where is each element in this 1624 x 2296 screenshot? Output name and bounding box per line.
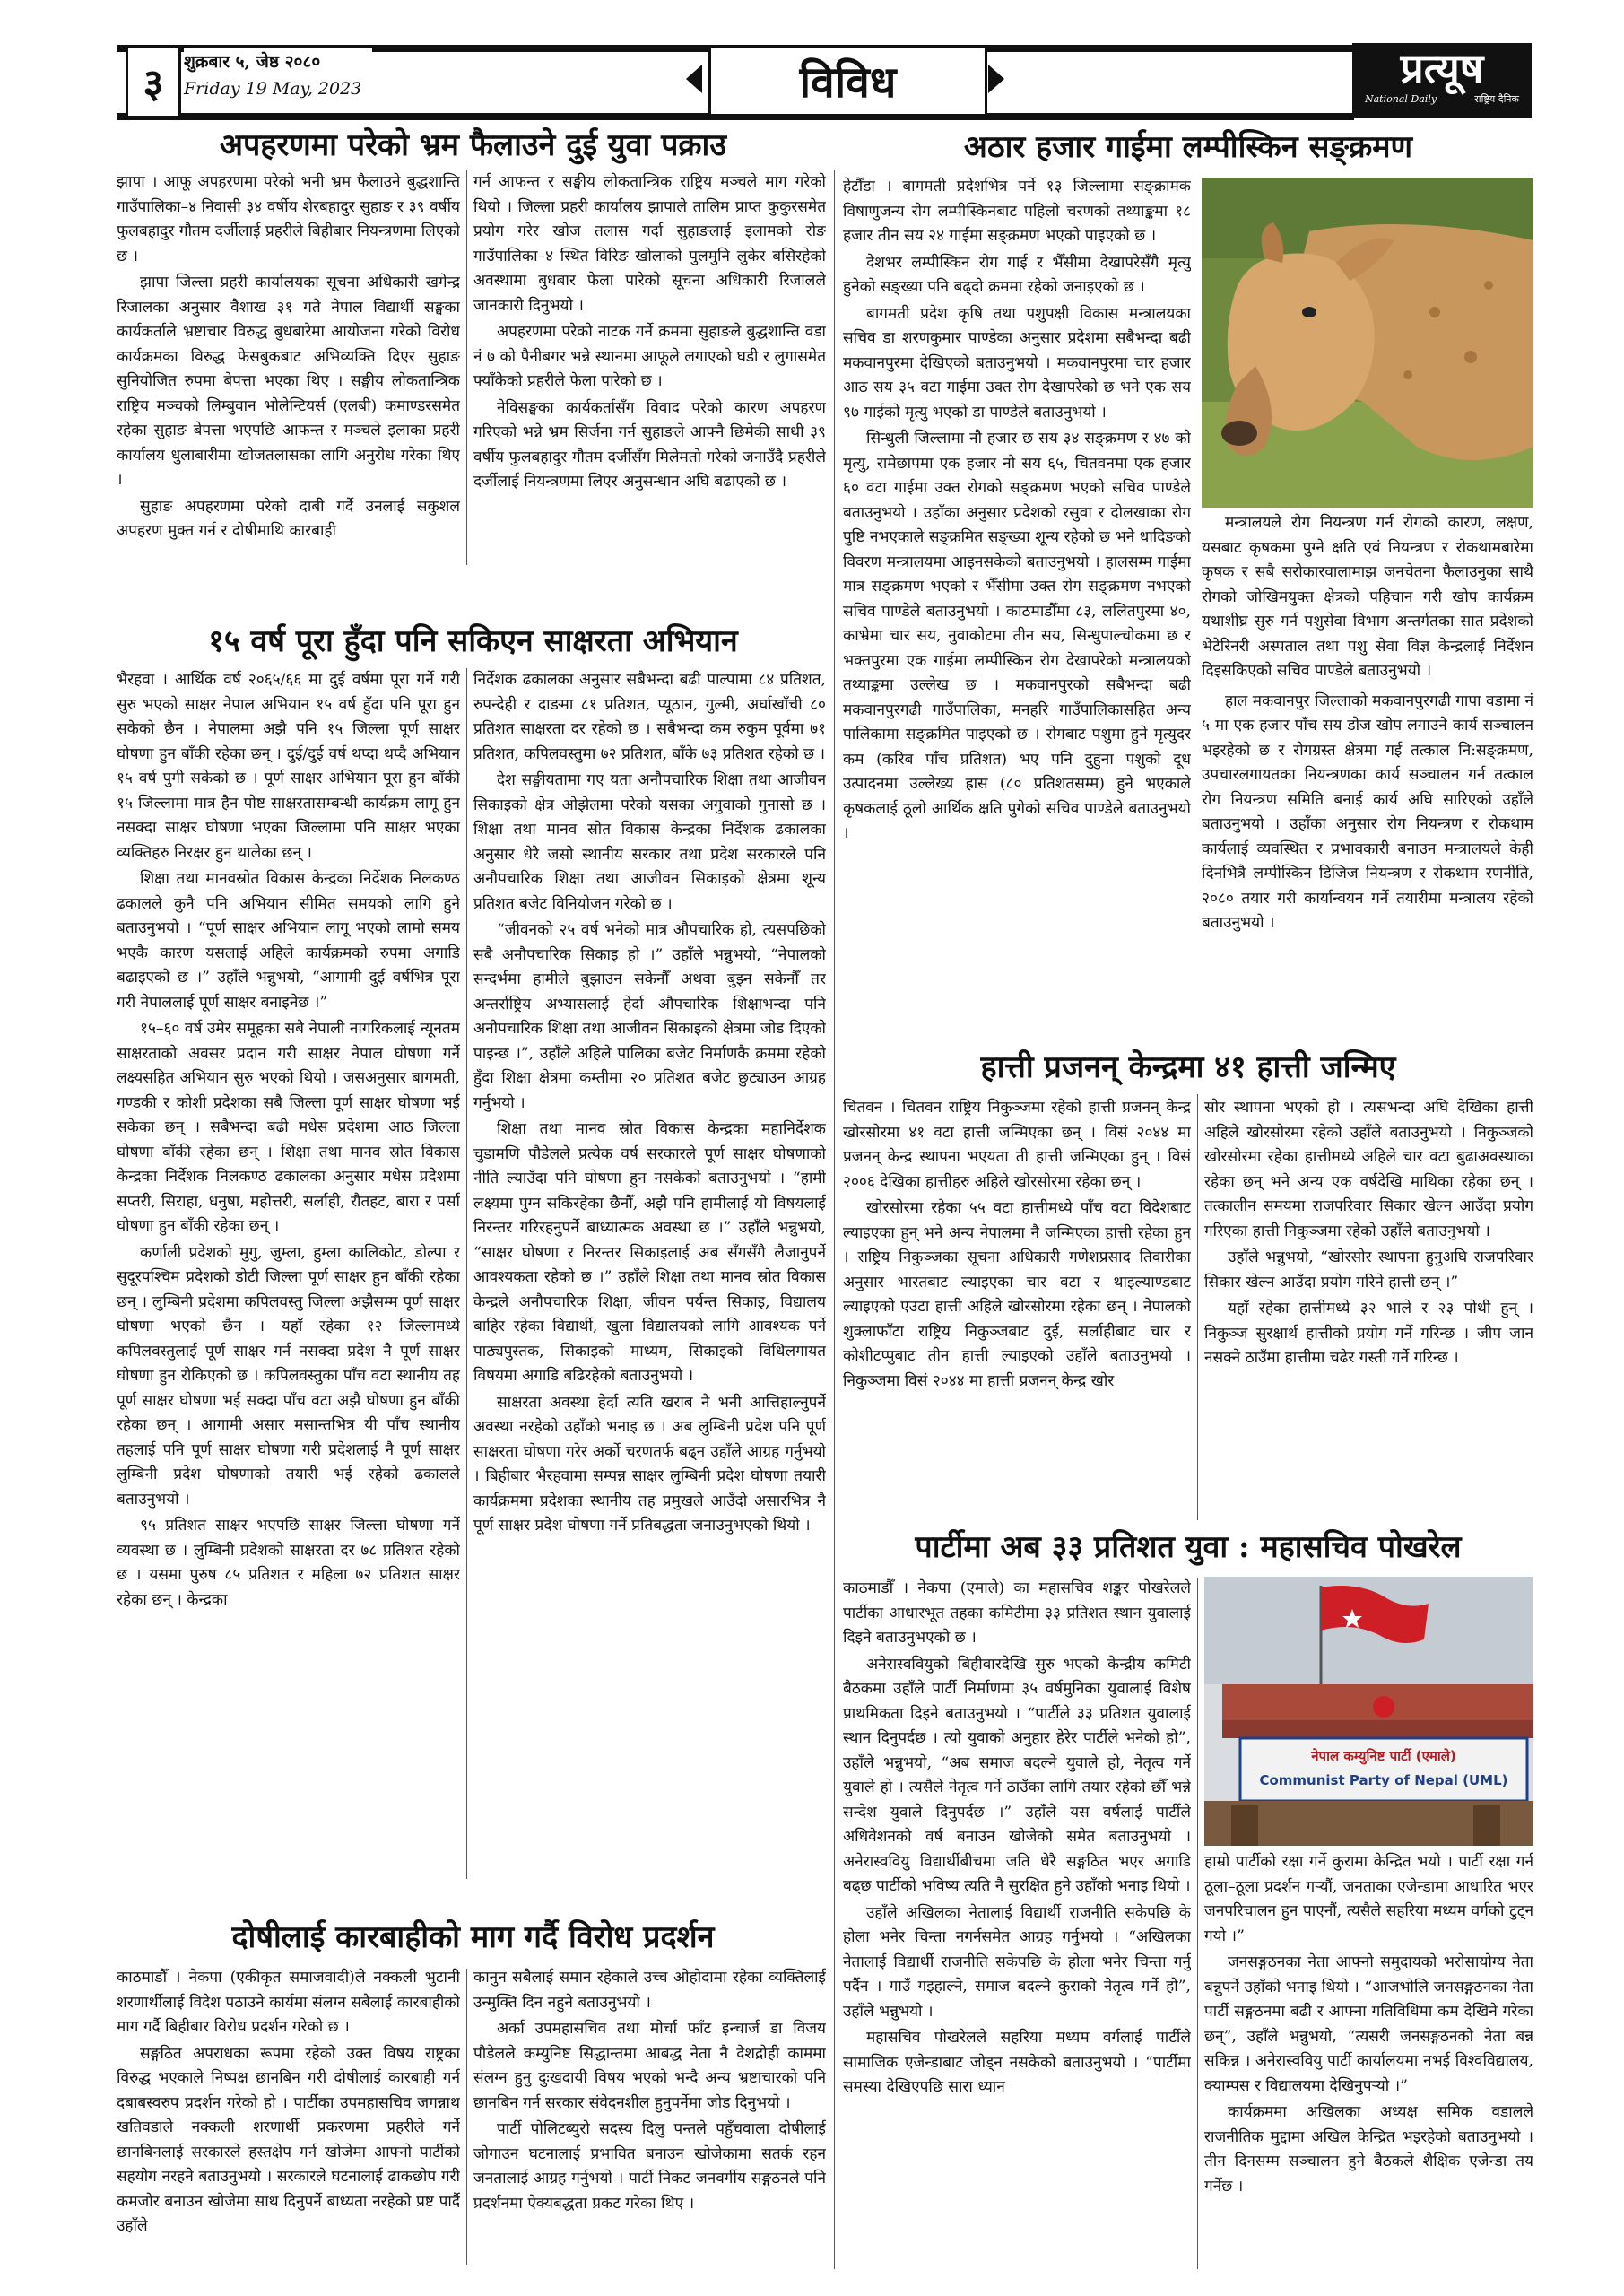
paragraph: चितवन । चितवन राष्ट्रिय निकुञ्जमा रहेको हात्ती प्रजनन् केन्द्र खोरसोरमा ४१ वटा हात्ती जन्मिएका छन् । विसं २०४४ मा प्रजनन् केन्द्र स्थापना भएयता ती हात्ती जन्मिएका हुन् । विसं २००६ देखिका हात्तीहरु अहिले खोरसोरमा रहेका छन् । (843, 1099, 1191, 1191)
arrow-right-icon (988, 65, 1004, 93)
paragraph: उहाँले अखिलका नेतालाई विद्यार्थी राजनीति सकेपछि के होला भनेर चिन्ता नगर्नसमेत आग्रह गर्नुभयो । “अखिलका नेतालाई विद्यार्थी राजनीति सकेपछि के होला भनेर चिन्ता गर्नु पर्दैन । गाउँ गइहाल्ने, समाज बदल्ने कुराको नेतृत्व गर्ने हो”, उहाँले भन्नुभयो । (843, 1903, 1191, 2021)
paragraph: खोरसोरमा रहेका ५५ वटा हात्तीमध्ये पाँच वटा विदेशबाट ल्याइएका हुन् भने अन्य नेपालमा नै जन्मिएका हात्ती रहेका हुन् । राष्ट्रिय निकुञ्जका सूचना अधिकारी गणेशप्रसाद तिवारीका अनुसार भारतबाट ल्याइएका चार वटा र थाइल्याण्डबाट ल्याइएको एउटा हात्ती अहिले खोरसोरमा रहेका छन् । नेपालको शुक्लाफाँटा राष्ट्रिय निकुञ्जबाट दुई, सर्लाहीबाट चार र कोशीटप्पुबाट तीन हात्ती ल्याइएको उहाँले बताउनुभयो । निकुञ्जमा विसं २०४४ मा हात्ती प्रजनन् केन्द्र खोर (843, 1199, 1191, 1390)
paragraph: सङ्गठित अपराधका रूपमा रहेको उक्त विषय राष्ट्रका विरुद्ध भएकाले निष्पक्ष छानबिन गरी दोषीलाई कारबाही गर्न दबाबस्वरुप प्रदर्शन गरेको हो । पार्टीका उपमहासचिव जगन्नाथ खतिवडाले नक्कली शरणार्थी प्रकरणमा प्रहरीले गर्ने छानबिनलाई सरकारले हस्तक्षेप गर्न खोजेमा आफ्नो पार्टीको सहयोग नरहने बताउनुभयो । सरकारले घटनालाई ढाकछोप गरी कमजोर बनाउन खोजेमा साथ दिनुपर्ने बाध्यता नरहेको प्रष्ट पार्दै उहाँले (117, 2044, 460, 2235)
lumpy-col-1 (843, 175, 1191, 1085)
paragraph: देश सङ्घीयतामा गए यता अनौपचारिक शिक्षा तथा आजीवन सिकाइको क्षेत्र ओझेलमा परेको यसका अगुवाको गुनासो छ । शिक्षा तथा मानव स्रोत विकास केन्द्रका निर्देशक ढकालका अनुसार धेरै जसो स्थानीय सरकार तथा प्रदेश सरकारले पनि अनौपचारिक शिक्षा तथा आजीवन सिकाइको क्षेत्रमा शून्य प्रतिशत बजेट विनियोजन गरेको छ । (473, 771, 826, 913)
logo-sub-np: राष्ट्रिय दैनिक (1474, 93, 1519, 105)
paragraph: हाल मकवानपुर जिल्लाको मकवानपुरगढी गापा वडामा नं ५ मा एक हजार पाँच सय डोज खोप लगाउने कार्य सञ्चालन भइरहेको छ र रोगग्रस्त क्षेत्रमा गई तत्काल नि:सङ्क्रमण, उपचारलगायतका नियन्त्रणका कार्य सञ्चालन गर्न तत्काल रोग नियन्त्रण समिति बनाई कार्य अघि सारिएको उहाँले बताउनुभयो । उहाँका अनुसार रोग नियन्त्रण र रोकथाम कार्यलाई व्यवस्थित र प्रभावकारी बनाउन मन्त्रालयले केही दिनभित्रै लम्पीस्किन डिजिज नियन्त्रण र रोकथाम रणनीति, २०८० तयार गरी कार्यान्वयन गर्ने तयारीमा मन्त्रालय रहेको बताउनुभयो । (1202, 691, 1533, 932)
arrow-left-icon (686, 65, 702, 93)
cow-image (1202, 178, 1533, 508)
paragraph: जनसङ्गठनका नेता आफ्नो समुदायको भरोसायोग्य नेता बन्नुपर्ने उहाँको भनाइ थियो । “आजभोलि जनसङ्गठनका नेता पार्टी सङ्गठनमा बढी र आफ्ना गतिविधिमा कम देखिने गरेका छन्”, उहाँले भन्नुभयो, “त्यसरी जनसङ्गठनको नेता बन्न सकिन्न । अनेरास्ववियु पार्टी कार्यालयमा नभई विश्वविद्यालय, क्याम्पस र विद्यालयमा देखिनुपर्‍यो ।” (1204, 1953, 1533, 2095)
paragraph: पार्टी पोलिटब्युरो सदस्य दिलु पन्तले पहुँचवाला दोषीलाई जोगाउन घटनालाई प्रभावित बनाउन खोजेकामा सतर्क रहन जनतालाई आग्रह गर्नुभयो । पार्टी निकट जनवर्गीय सङ्गठनले पनि प्रदर्शनमा ऐक्यबद्धता प्रकट गरेका थिए । (473, 2120, 826, 2213)
sign-text-english: Communist Party of Nepal (UML) (1259, 1772, 1508, 1788)
paragraph: शिक्षा तथा मानवस्रोत विकास केन्द्रका निर्देशक निलकण्ठ ढकालले कुनै पनि अभियान सीमित समयको लागि हुने बताउनुभयो । “पूर्ण साक्षर अभियान लागू भएको लामो समय भएकै कारण यसलाई अहिले कार्यक्रमको रुपमा अगाडि बढाइएको छ ।” उहाँले भन्नुभयो, “आगामी दुई वर्षभित्र पूरा गरी नेपाललाई पूर्ण साक्षर बनाइनेछ ।” (117, 870, 460, 1012)
column-divider (1197, 1094, 1198, 1520)
paragraph: हेटौँडा । बागमती प्रदेशभित्र पर्ने १३ जिल्लामा सङ्क्रामक विषाणुजन्य रोग लम्पीस्किनबाट पहिलो चरणको तथ्याङ्कमा १८ हजार तीन सय २४ गाईमा सङ्क्रमण भएको पाइएको छ । (843, 178, 1191, 245)
column-divider (466, 1969, 467, 2265)
paragraph: यहाँ रहेका हात्तीमध्ये ३२ भाले र २३ पोथी हुन् । निकुञ्ज सुरक्षार्थ हात्तीको प्रयोग गर्ने गरिन्छ । जीप जान नसक्ने ठाउँमा हात्तीमा चढेर गस्ती गर्ने गरिन्छ । (1204, 1300, 1533, 1367)
paragraph: ९५ प्रतिशत साक्षर भएपछि साक्षर जिल्ला घोषणा गर्ने व्यवस्था छ । लुम्बिनी प्रदेशको साक्षरता दर ७८ प्रतिशत रहेको छ । यसमा पुरुष ८५ प्रतिशत र महिला ७२ प्रतिशत साक्षर रहेका छन् । केन्द्रका (117, 1517, 460, 1609)
headline-literacy: १५ वर्ष पूरा हुँदा पनि सकिएन साक्षरता अभियान (208, 623, 738, 659)
paragraph: उहाँले भन्नुभयो, “खोरसोर स्थापना हुनुअघि राजपरिवार सिकार खेल्न आउँदा प्रयोग गरिने हात्ती छन् ।” (1204, 1248, 1533, 1292)
youth-col-2 (1204, 1850, 1533, 2272)
paragraph: देशभर लम्पीस्किन रोग गाई र भैँसीमा देखापरेसँगै मृत्यु हुनेको सङ्ख्या पनि बढ्दो क्रममा रहेको जनाइएको छ । (843, 253, 1191, 296)
paragraph: साक्षरता अवस्था हेर्दा त्यति खराब नै भनी आत्तिहाल्नुपर्ने अवस्था नरहेको उहाँको भनाइ छ । अब लुम्बिनी प्रदेश पनि पूर्ण साक्षरता घोषणा गरेर अर्को चरणतर्फ बढ्न उहाँले आग्रह गर्नुभयो । बिहीबार भैरहवामा सम्पन्न साक्षर लुम्बिनी प्रदेश घोषणा तयारी कार्यक्रममा प्रदेशका स्थानीय तह प्रमुखले आउँदो असारभित्र नै पूर्ण साक्षर प्रदेश घोषणा गर्ने प्रतिबद्धता जनाउनुभएको थियो । (473, 1393, 826, 1535)
paragraph: निर्देशक ढकालका अनुसार सबैभन्दा बढी पाल्पामा ८४ प्रतिशत, रुपन्देही र दाङमा ८१ प्रतिशत, प्यूठान, गुल्मी, अर्घाखाँची ८० प्रतिशत साक्षरता दर रहेको छ । सबैभन्दा कम रुकुम पूर्वमा ७१ प्रतिशत, कपिलवस्तुमा ७२ प्रतिशत, बाँके ७३ प्रतिशत रहेको छ । (473, 671, 826, 763)
headline-kidnap: अपहरणमा परेको भ्रम फैलाउने दुई युवा पक्राउ (220, 127, 726, 163)
paragraph: सिन्धुली जिल्लामा नौ हजार छ सय ३४ सङ्क्रमण र ४७ को मृत्यु, रामेछापमा एक हजार नौ सय ६५, चितवनमा एक हजार ६० वटा गाईमा उक्त रोगको सङ्क्रमण भएको सचिव पाण्डेले बताउनुभयो । उहाँका अनुसार प्रदेशको रसुवा र दोलखाका रोग पुष्टि नभएकाले सङ्क्रमित सङ्ख्या शून्य रहेको छ भने धादिङको विवरण मन्त्रालयमा आइनसकेको बताउनुभयो । हालसम्म गाईमा मात्र सङ्क्रमण भएको र भैँसीमा उक्त रोग सङ्क्रमण नभएको सचिव पाण्डेले बताउनुभयो । काठमाडौँमा ८३, ललितपुरमा ४०, काभ्रेमा चार सय, नुवाकोटमा तीन सय, सिन्धुपाल्चोकमा छ र भक्तपुरमा एक गाईमा लम्पीस्किन रोग देखापरेको मन्त्रालयको तथ्याङ्कमा उल्लेख छ । मकवानपुरको सबैभन्दा बढी मकवानपुरगढी गाउँपालिका, मनहरि गाउँपालिकासहित अन्य पालिकामा सङ्क्रमित पाइएको छ । रोगबाट पशुमा हुने मृत्युदर कम (करिब पाँच प्रतिशत) भए पनि दुहुना पशुको दूध उत्पादनमा उल्लेख्य ह्रास (८० प्रतिशतसम्म) हुने भएकाले कृषकलाई ठूलो आर्थिक क्षति पुगेको सचिव पाण्डेले बताउनुभयो । (843, 430, 1191, 842)
logo-subtitle (1352, 93, 1532, 106)
paragraph: “जीवनको २५ वर्ष भनेको मात्र औपचारिक हो, त्यसपछिको सबै अनौपचारिक सिकाइ हो ।” उहाँले भन्नुभयो, “नेपालको सन्दर्भमा हामीले बुझाउन सकेनौँ अथवा बुझ्न सकेनौँ तर अन्तर्राष्ट्रिय अभ्यासलाई हेर्दा औपचारिक शिक्षाभन्दा पनि अनौपचारिक शिक्षा तथा आजीवन सिकाइको क्षेत्रमा जोड दिएको पाइन्छ ।”, उहाँले अहिले पालिका बजेट निर्माणकै क्रममा रहेको हुँदा शिक्षा क्षेत्रमा कम्तीमा २० प्रतिशत बजेट छुट्याउन आग्रह गर्नुभयो । (473, 921, 826, 1112)
column-divider (466, 668, 467, 1879)
literacy-col-2 (473, 668, 826, 1881)
paragraph: झापा जिल्ला प्रहरी कार्यालयका सूचना अधिकारी खगेन्द्र रिजालका अनुसार वैशाख ३१ गते नेपाल विद्यार्थी सङ्घका कार्यकर्ताले भ्रष्टाचार विरुद्ध बुधबारेमा आयोजना गरेको विरोध कार्यक्रमका विरुद्ध फेसबुकबाट अभिव्यक्ति दिएर सुहाङ सुनियोजित रुपमा बेपत्ता भएका थिए । सङ्घीय लोकतान्त्रिक राष्ट्रिय मञ्चको लिम्बुवान भोलेन्टियर्स (एलबी) कमाण्डरसमेत रहेका सुहाङ बेपत्ता भएपछि आफन्त र मञ्चले इलाका प्रहरी कार्यालय धुलाबारीमा खोजतलासका लागि अनुरोध गरेका थिए । (117, 274, 460, 489)
literacy-col-1 (117, 668, 460, 1881)
party-office-image (1204, 1577, 1533, 1846)
logo-text: प्रत्यूष (1400, 44, 1484, 92)
paragraph: गर्न आफन्त र सङ्घीय लोकतान्त्रिक राष्ट्रिय मञ्चले माग गरेको थियो । जिल्ला प्रहरी कार्यालय झापाले तालिम प्राप्त कुकुरसमेत प्रयोग गरेर खोज तलास गर्दा सुहाङलाई इलामको रोङ गाउँपालिका–४ स्थित विरिङ खोलाको पुलमुनि लुकेर बसिरहेको अवस्थामा बुधबार फेला पारेको सूचना अधिकारी रिजालले जानकारी दिनुभयो । (473, 173, 826, 315)
paragraph: काठमाडौँ । नेकपा (एमाले) का महासचिव शङ्कर पोखरेलले पार्टीका आधारभूत तहका कमिटीमा ३३ प्रतिशत स्थान युवालाई दिइने बताउनुभएको छ । (843, 1579, 1191, 1647)
paragraph: १५–६० वर्ष उमेर समूहका सबै नेपाली नागरिकलाई न्यूनतम साक्षरताको अवसर प्रदान गरी साक्षर नेपाल घोषणा गर्ने लक्ष्यसहित अभियान सुरु भएको थियो । जसअनुसार बागमती, गण्डकी र कोशी प्रदेशका सबै जिल्ला पूर्ण साक्षर घोषणा भई सकेका छन् । सबैभन्दा बढी मधेस प्रदेशमा आठ जिल्ला घोषणा बाँकी रहेका छन् । शिक्षा तथा मानव स्रोत विकास केन्द्रका निर्देशक निलकण्ठ ढकालका अनुसार मधेस प्रदेशमा सप्तरी, सिराहा, धनुषा, महोत्तरी, सर्लाही, रौतहट, बारा र पर्सा घोषणा हुन बाँकी रहेका छन् । (117, 1020, 460, 1235)
paragraph: अनेरास्ववियुको बिहीवारदेखि सुरु भएको केन्द्रीय कमिटी बैठकमा उहाँले पार्टी निर्माणमा ३५ वर्षमुनिका युवालाई विशेष प्राथमिकता दिइने बताउनुभयो । “पार्टीले ३३ प्रतिशत युवालाई स्थान दिनुपर्दछ । त्यो युवाको अनुहार हेरेर पार्टीले भनेको हो”, उहाँले भन्नुभयो, “अब समाज बदल्ने युवाले हो, नेतृत्व गर्ने युवाले हो । त्यसैले नेतृत्व गर्ने ठाउँका लागि तयार रहेको छौँ भन्ने सन्देश युवाले दिनुपर्दछ ।” उहाँले यस वर्षलाई पार्टीले अधिवेशनको वर्ष बनाउन खोजेको समेत बताउनुभयो । अनेरास्ववियु विद्यार्थीबीचमा जति धेरै सङ्गठित भएर अगाडि बढ्छ पार्टीको भविष्य त्यति नै सुरक्षित हुने उहाँको भनाइ थियो । (843, 1655, 1191, 1895)
paragraph: अर्का उपमहासचिव तथा मोर्चा फाँट इन्चार्ज डा विजय पौडेलले कम्युनिष्ट सिद्धान्तमा आबद्ध नेता नै देशद्रोही काममा संलग्न हुनु दुःखदायी विषय भएको भन्दै अन्य भ्रष्टाचारको पनि छानबिन गर्न सरकार संवेदनशील हुनुपर्नेमा जोड दिनुभयो । (473, 2020, 826, 2112)
protest-col-1 (117, 1966, 460, 2271)
paragraph: कर्णाली प्रदेशको मुगु, जुम्ला, हुम्ला कालिकोट, डोल्पा र सुदूरपश्चिम प्रदेशको डोटी जिल्ला पूर्ण साक्षर हुन बाँकी रहेका छन् । लुम्बिनी प्रदेशमा कपिलवस्तु जिल्ला अझैसम्म पूर्ण साक्षर घोषणा भएको छैन । यहाँ रहेका १२ जिल्लामध्ये कपिलवस्तुलाई पूर्ण साक्षर गर्न नसक्दा प्रदेश नै पूर्ण साक्षर घोषणा हुन रोकिएको छ । कपिलवस्तुका पाँच वटा स्थानीय तह पूर्ण साक्षर घोषणा भई सक्दा पाँच वटा अझै घोषणा हुन बाँकी रहेका छन् । आगामी असार मसान्तभित्र यी पाँच स्थानीय तहलाई पनि पूर्ण साक्षर घोषणा गरी प्रदेशलाई नै पूर्ण साक्षर लुम्बिनी प्रदेश घोषणाको तयारी भई रहेको ढकालले बताउनुभयो । (117, 1243, 460, 1509)
paragraph: सुहाङ अपहरणमा परेको दाबी गर्दै उनलाई सकुशल अपहरण मुक्त गर्न र दोषीमाथि कारबाही (117, 497, 460, 540)
paragraph: काठमाडौँ । नेकपा (एकीकृत समाजवादी)ले नक्कली भुटानी शरणार्थीलाई विदेश पठाउने कार्यमा संलग्न सबैलाई कारबाहीको माग गर्दै बिहीबार विरोध प्रदर्शन गरेको छ । (117, 1969, 460, 2036)
headline-youth: पार्टीमा अब ३३ प्रतिशत युवा : महासचिव पोखरेल (915, 1529, 1462, 1565)
headline-elephant: हात्ती प्रजनन् केन्द्रमा ४१ हात्ती जन्मिए (980, 1049, 1396, 1085)
elephant-col-2 (1204, 1096, 1533, 1522)
column-divider (834, 170, 835, 2269)
paragraph: हाम्रो पार्टीको रक्षा गर्ने कुरामा केन्द्रित भयो । पार्टी रक्षा गर्न ठूला–ठूला प्रदर्शन गर्‍यौं, जनताका एजेन्डामा आधारित भएर जनपरिचालन हुन पाएनौं, त्यसैले सहरिया मध्यम वर्गको टुट्न गयो ।” (1204, 1853, 1533, 1945)
elephant-col-1 (843, 1096, 1191, 1522)
logo-sub-en: National Daily (1365, 93, 1437, 105)
paragraph: मन्त्रालयले रोग नियन्त्रण गर्न रोगको कारण, लक्षण, यसबाट कृषकमा पुग्ने क्षति एवं नियन्त्रण र रोकथामबारेमा कृषक र सबै सरोकारवालामाझ जनचेतना फैलाउनुका साथै रोगको जोखिमयुक्त क्षेत्रको पहिचान गरी खोप कार्यक्रम यथाशीघ्र सुरु गर्न पशुसेवा विभाग अन्तर्गतका सात प्रदेशको भेटेरिनरी अस्पताल तथा पशु सेवा विज्ञ केन्द्रलाई निर्देशन दिइसकिएको सचिव पाण्डेले बताउनुभयो । (1202, 514, 1533, 680)
paragraph: सोर स्थापना भएको हो । त्यसभन्दा अघि देखिका हात्ती अहिले खोरसोरमा रहेको उहाँले बताउनुभयो । निकुञ्जको खोरसोरमा रहेका हात्तीमध्ये अहिले चार वटा बुढाअवस्थाका रहेका छन् भने अन्य एक वर्षदेखि माथिका रहेका छन् । तत्कालीन समयमा राजपरिवार सिकार खेल्न आउँदा प्रयोग गरिएका हात्ती निकुञ्जमा रहेको उहाँले बताउनुभयो । (1204, 1099, 1533, 1240)
kidnap-col-1 (117, 170, 460, 567)
party-office-photo (1204, 1577, 1533, 1846)
issue-date (184, 48, 372, 111)
section-title: विविध (708, 45, 987, 117)
paragraph: अपहरणमा परेको नाटक गर्ने क्रममा सुहाङले बुद्धशान्ति वडा नं ७ को पैनीबगर भन्ने स्थानमा आफूले लगाएको घडी र लुगासमेत फ्याँकेको प्रहरीले फेला पारेको छ । (473, 323, 826, 390)
paragraph: कार्यक्रममा अखिलका अध्यक्ष समिक वडालले राजनीतिक मुद्दामा अखिल केन्द्रित भइरहेको बताउनुभयो । तीन दिनसम्म सञ्चालन हुने बैठकले शैक्षिक एजेन्डा तय गर्नेछ । (1204, 2103, 1533, 2196)
kidnap-col-2 (473, 170, 826, 567)
column-divider (1197, 1578, 1198, 2269)
lumpy-caption (1202, 511, 1533, 1085)
paragraph: कानुन सबैलाई समान रहेकाले उच्च ओहोदामा रहेका व्यक्तिलाई उन्मुक्ति दिन नहुने बताउनुभयो । (473, 1969, 826, 2012)
paragraph: महासचिव पोखरेलले सहरिया मध्यम वर्गलाई पार्टीले सामाजिक एजेन्डाबाट जोड्न नसकेको बताउनुभयो । “पार्टीमा समस्या देखिएपछि सारा ध्यान (843, 2029, 1191, 2096)
paragraph: झापा । आफू अपहरणमा परेको भनी भ्रम फैलाउने बुद्धशान्ति गाउँपालिका–४ निवासी ३४ वर्षीय शेरबहादुर सुहाङ र ३९ वर्षीय फुलबहादुर गौतम दर्जीलाई प्रहरीले बिहीबार नियन्त्रणमा लिएको छ । (117, 173, 460, 265)
date-nepali: शुक्रबार ५, जेष्ठ २०८० (184, 52, 321, 72)
youth-col-1 (843, 1577, 1191, 2272)
paragraph: भैरहवा । आर्थिक वर्ष २०६५/६६ मा दुई वर्षमा पूरा गर्ने गरी सुरु भएको साक्षर नेपाल अभियान १५ वर्ष हुँदा पनि पूरा हुन सकेको छैन । नेपालमा अझै पनि १५ जिल्ला पूर्ण साक्षर घोषणा हुन बाँकी रहेका छन् । दुई/दुई वर्ष थप्दा थप्दै अभियान १५ वर्ष पुगी सकेको छ । पूर्ण साक्षर अभियान पूरा हुन बाँकी १५ जिल्लामा मात्र हैन पोष्ट साक्षरतासम्बन्धी कार्यक्रम लागू हुन नसक्दा साक्षर घोषणा भएका जिल्लामा पनि साक्षर भएका व्यक्तिहरु निरक्षर हुन थालेका छन् । (117, 671, 460, 862)
headline-lumpy: अठार हजार गाईमा लम्पीस्किन सङ्क्रमण (963, 129, 1413, 165)
protest-col-2 (473, 1966, 826, 2271)
page-number: ३ (126, 45, 181, 118)
paragraph: बागमती प्रदेश कृषि तथा पशुपक्षी विकास मन्त्रालयका सचिव डा शरणकुमार पाण्डेका अनुसार प्रदेशमा सबैभन्दा बढी मकवानपुरमा देखिएको बताउनुभयो । मकवानपुरमा चार हजार आठ सय ३५ वटा गाईमा उक्त रोग देखापरेको छ भने एक सय ९७ गाईको मृत्यु भएको डा पाण्डेले बताउनुभयो । (843, 304, 1191, 422)
cow-photo (1202, 178, 1533, 508)
newspaper-logo (1352, 43, 1532, 118)
date-english: Friday 19 May, 2023 (184, 79, 362, 99)
sign-text-nepali: नेपाल कम्युनिष्ट पार्टी (एमाले) (1311, 1748, 1456, 1764)
headline-protest: दोषीलाई कारबाहीको माग गर्दै विरोध प्रदर्शन (231, 1919, 715, 1955)
paragraph: शिक्षा तथा मानव स्रोत विकास केन्द्रका महानिर्देशक चुडामणि पौडेलले प्रत्येक वर्ष सरकारले पूर्ण साक्षर घोषणाको नीति ल्याउँदा पनि घोषणा हुन नसकेको बताउनुभयो । “हामी लक्ष्यमा पुग्न सकिरहेका छैनौँ, अझै पनि हामीलाई यो विषयलाई निरन्तर गरिरहनुपर्ने बाध्यात्मक अवस्था छ ।” उहाँले भन्नुभयो, “साक्षर घोषणा र निरन्तर सिकाइलाई अब सँगसँगै लैजानुपर्ने आवश्यकता रहेको छ ।” उहाँले शिक्षा तथा मानव स्रोत विकास केन्द्रले अनौपचारिक शिक्षा, जीवन पर्यन्त सिकाइ, विद्यालय बाहिर रहेका विद्यार्थी, खुला विद्यालयको लागि आवश्यक पर्ने पाठ्यपुस्तक, सिकाइको माध्यम, सिकाइको विधिलगायत विषयमा अगाडि बढिरहेको बताउनुभयो । (473, 1120, 826, 1385)
column-divider (466, 170, 467, 565)
paragraph: नेविसङ्घका कार्यकर्तासँग विवाद परेको कारण अपहरण गरिएको भन्ने भ्रम सिर्जना गर्न सुहाङले आफ्नै छिमेकी साथी ३९ वर्षीय फुलबहादुर गौतम दर्जीसँग मिलेमतो गरेको जनाउँदै प्रहरीले दर्जीलाई नियन्त्रणमा लिएर अनुसन्धान अघि बढाएको छ । (473, 398, 826, 491)
